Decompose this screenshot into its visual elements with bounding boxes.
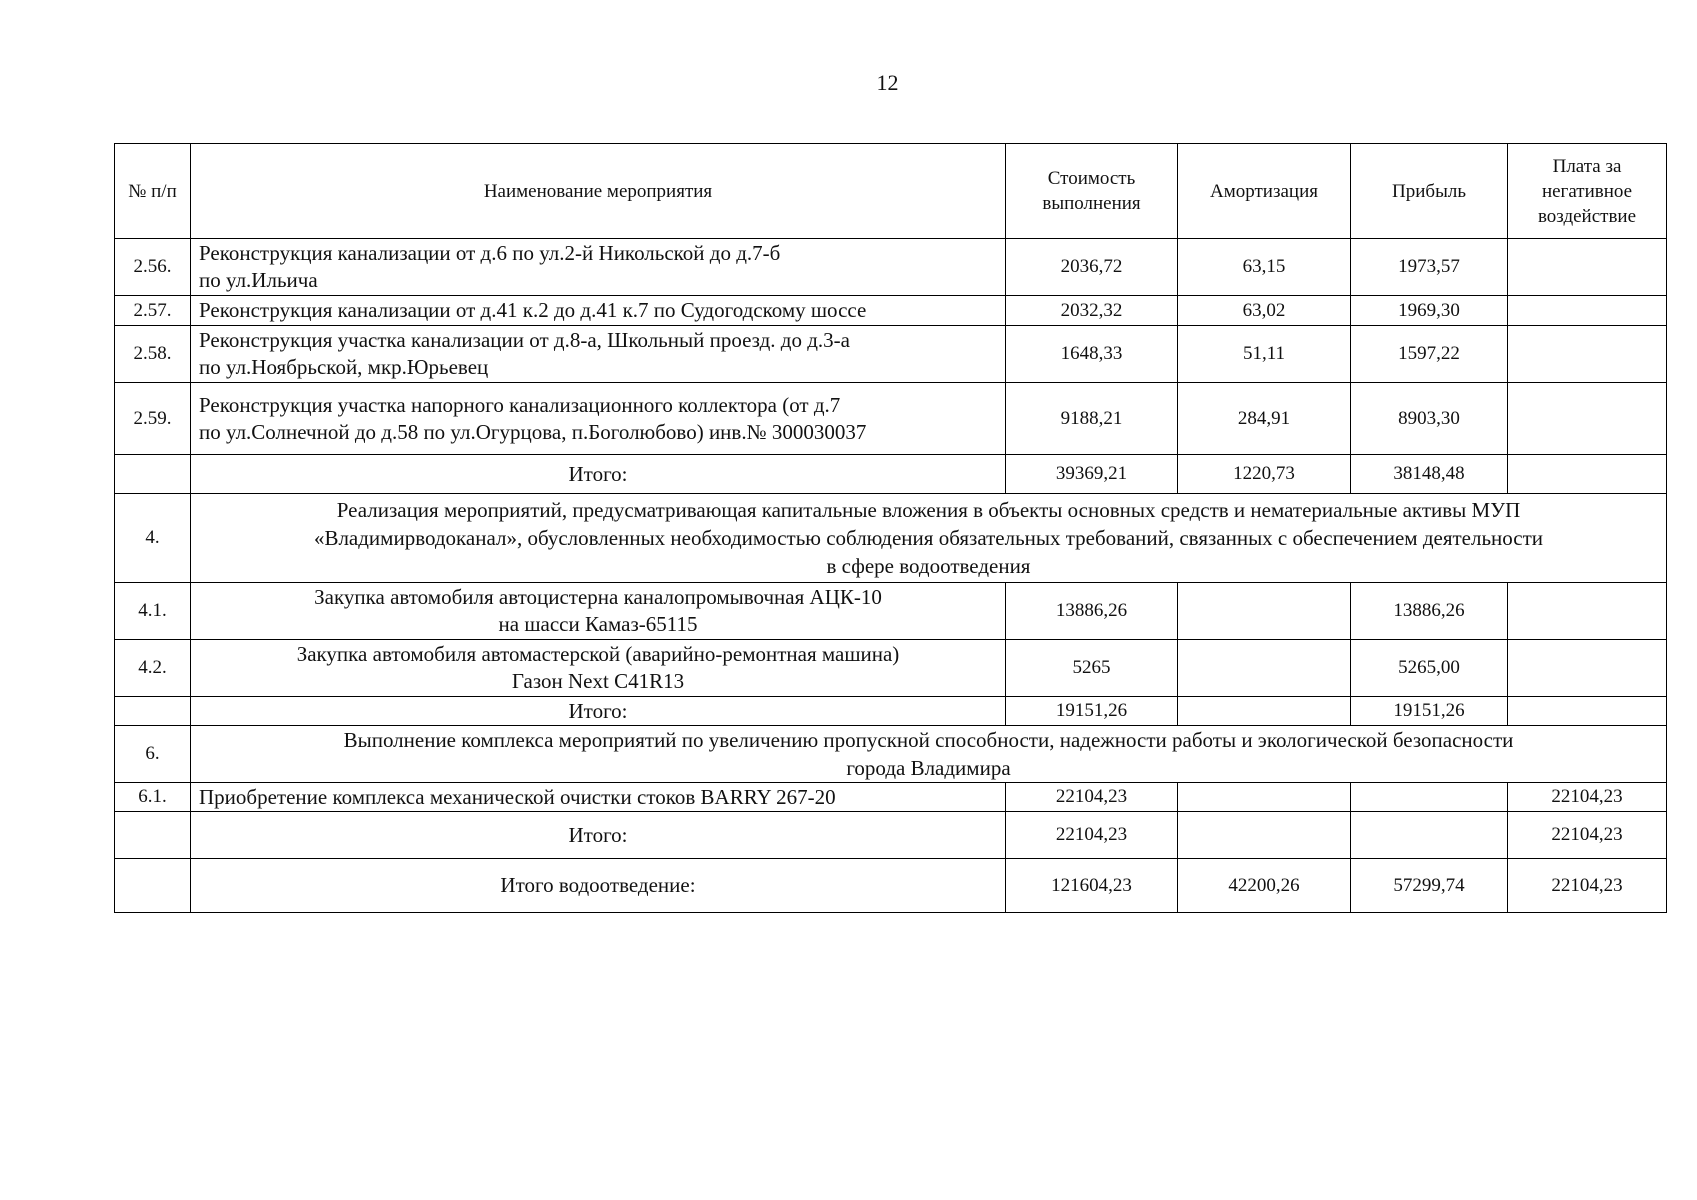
total-amortization [1178, 697, 1351, 726]
row-profit: 1973,57 [1351, 239, 1508, 296]
section-title-line: города Владимира [846, 756, 1011, 780]
row-name [191, 583, 1006, 640]
row-amortization: 63,02 [1178, 296, 1351, 326]
row-fee [1508, 640, 1667, 697]
row-name: Приобретение комплекса механической очистки стоков BARRY 267-20 [191, 783, 1006, 812]
row-cost: 1648,33 [1006, 326, 1178, 383]
section-title-line: Реализация мероприятий, предусматривающая капитальные вложения в объекты основных средств и нематериальные активы МУП [336, 498, 1521, 522]
row-fee [1508, 326, 1667, 383]
row-num: 4.1. [115, 583, 191, 640]
row-amortization [1178, 640, 1351, 697]
row-profit: 5265,00 [1351, 640, 1508, 697]
row-num [115, 812, 191, 859]
row-name [191, 640, 1006, 697]
header-row [115, 144, 1667, 239]
grand-total-amortization: 42200,26 [1178, 859, 1351, 913]
row-cost: 2032,32 [1006, 296, 1178, 326]
row-name [191, 239, 1006, 296]
section-title-line: «Владимирводоканал», обусловленных необходимостью соблюдения обязательных требований, связанных с обеспечением деятельности [313, 526, 1544, 550]
total-label: Итого: [191, 812, 1006, 859]
row-fee: 22104,23 [1508, 783, 1667, 812]
section-title-line: Выполнение комплекса мероприятий по увеличению пропускной способности, надежности работы и экологической безопасности [343, 728, 1514, 752]
table-row [115, 383, 1667, 455]
row-num: 2.56. [115, 239, 191, 296]
total-profit [1351, 812, 1508, 859]
header-num: № п/п [115, 144, 191, 239]
total-fee [1508, 697, 1667, 726]
row-fee [1508, 239, 1667, 296]
row-num [115, 859, 191, 913]
section-title-line: в сфере водоотведения [826, 554, 1031, 578]
table-row [115, 640, 1667, 697]
grand-total-label: Итого водоотведение: [191, 859, 1006, 913]
row-profit: 13886,26 [1351, 583, 1508, 640]
table-row [115, 296, 1667, 326]
total-amortization: 1220,73 [1178, 455, 1351, 494]
row-amortization: 51,11 [1178, 326, 1351, 383]
row-amortization [1178, 783, 1351, 812]
row-amortization [1178, 583, 1351, 640]
table-row [115, 783, 1667, 812]
row-num: 4.2. [115, 640, 191, 697]
row-cost: 5265 [1006, 640, 1178, 697]
table-row [115, 583, 1667, 640]
row-cost: 2036,72 [1006, 239, 1178, 296]
total-label: Итого: [191, 697, 1006, 726]
page-number: 12 [876, 70, 899, 95]
total-profit: 19151,26 [1351, 697, 1508, 726]
total-cost: 19151,26 [1006, 697, 1178, 726]
header-fee: Плата за негативное воздействие [1508, 144, 1667, 239]
row-name [191, 326, 1006, 383]
total-row [115, 812, 1667, 859]
row-fee [1508, 383, 1667, 455]
section-title [191, 494, 1667, 583]
row-name-line: Реконструкция канализации от д.6 по ул.2-й Никольской до д.7-б [199, 241, 781, 265]
row-name-line: Закупка автомобиля автомастерской (аварийно-ремонтная машина) [296, 642, 900, 666]
row-profit: 1597,22 [1351, 326, 1508, 383]
row-num: 6.1. [115, 783, 191, 812]
row-num [115, 455, 191, 494]
total-fee [1508, 455, 1667, 494]
total-label: Итого: [191, 455, 1006, 494]
row-name-line: на шасси Камаз-65115 [498, 612, 698, 636]
header-name: Наименование мероприятия [191, 144, 1006, 239]
row-name-line: Реконструкция участка напорного канализационного коллектора (от д.7 [199, 392, 841, 417]
row-name-line: по ул.Ноябрьской, мкр.Юрьевец [199, 355, 489, 379]
row-fee [1508, 296, 1667, 326]
row-profit [1351, 783, 1508, 812]
row-profit: 1969,30 [1351, 296, 1508, 326]
row-name-line: Закупка автомобиля автоцистерна каналопромывочная АЦК-10 [314, 585, 882, 609]
section-title [191, 726, 1667, 783]
row-name: Реконструкция канализации от д.41 к.2 до д.41 к.7 по Судогодскому шоссе [191, 296, 1006, 326]
section-num: 6. [115, 726, 191, 783]
row-amortization: 63,15 [1178, 239, 1351, 296]
grand-total-row [115, 859, 1667, 913]
header-profit: Прибыль [1351, 144, 1508, 239]
grand-total-profit: 57299,74 [1351, 859, 1508, 913]
total-row [115, 455, 1667, 494]
measures-table [114, 143, 1667, 913]
table-row [115, 326, 1667, 383]
total-cost: 22104,23 [1006, 812, 1178, 859]
row-cost: 9188,21 [1006, 383, 1178, 455]
total-fee: 22104,23 [1508, 812, 1667, 859]
row-num: 2.58. [115, 326, 191, 383]
row-num [115, 697, 191, 726]
row-name-line: Реконструкция участка канализации от д.8-а, Школьный проезд. до д.3-а [199, 328, 850, 352]
row-cost: 22104,23 [1006, 783, 1178, 812]
row-num: 2.59. [115, 383, 191, 455]
row-cost: 13886,26 [1006, 583, 1178, 640]
header-cost: Стоимость выполнения [1006, 144, 1178, 239]
header-amortization: Амортизация [1178, 144, 1351, 239]
section-row [115, 494, 1667, 583]
total-amortization [1178, 812, 1351, 859]
row-name-line: по ул.Ильича [199, 268, 318, 292]
section-num: 4. [115, 494, 191, 583]
row-name [191, 383, 1006, 455]
row-fee [1508, 583, 1667, 640]
row-name-line: по ул.Солнечной до д.58 по ул.Огурцова, п.Боголюбово) инв.№ 300030037 [199, 419, 867, 444]
row-name-line: Газон Next C41R13 [511, 669, 685, 693]
row-num: 2.57. [115, 296, 191, 326]
section-row [115, 726, 1667, 783]
total-cost: 39369,21 [1006, 455, 1178, 494]
row-amortization: 284,91 [1178, 383, 1351, 455]
table-row [115, 239, 1667, 296]
grand-total-cost: 121604,23 [1006, 859, 1178, 913]
total-profit: 38148,48 [1351, 455, 1508, 494]
total-row [115, 697, 1667, 726]
grand-total-fee: 22104,23 [1508, 859, 1667, 913]
row-profit: 8903,30 [1351, 383, 1508, 455]
